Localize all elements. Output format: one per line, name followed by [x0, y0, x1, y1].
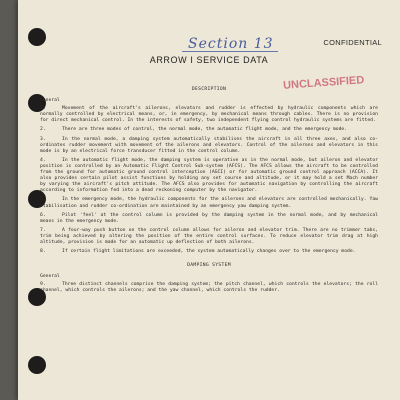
paragraph-text: Pilot 'feel' at the control column is provided by the damping system in the normal mode, and by mechanical means in the emergency mode. — [40, 212, 378, 224]
classification-label: CONFIDENTIAL — [323, 38, 382, 47]
numbered-paragraph — [40, 249, 378, 255]
numbered-paragraph — [40, 282, 378, 294]
paragraph-number: 7. — [40, 227, 46, 233]
stamp-text: UNCLASSIFIED — [282, 74, 365, 92]
paragraph-text: In the normal mode, a damping system automatically stabilises the aircraft in all three axes, and also co-ordinates rudder movement with movement of the ailerons and elevators. Control of the ailerons and elevators in this mode is by an electrical force transducer fitted in the control column. — [40, 136, 378, 154]
paragraph-text: If certain flight limitations are exceeded, the system automatically changes over to the emergency mode. — [62, 249, 356, 255]
section-subheading: General — [40, 274, 60, 280]
numbered-paragraph — [40, 197, 378, 209]
document-page — [18, 0, 400, 400]
section-heading: DAMPING SYSTEM — [187, 263, 231, 269]
paragraph-number: 3. — [40, 136, 46, 142]
numbered-paragraph — [40, 158, 378, 195]
paragraph-number: 1. — [40, 106, 46, 112]
paragraph-text: There are three modes of control, the normal mode, the automatic flight mode, and the emergency mode. — [62, 127, 348, 133]
numbered-paragraph — [40, 106, 378, 124]
document-body — [40, 87, 378, 298]
paragraph-number: 4. — [40, 157, 46, 163]
paragraph-number: 6. — [40, 212, 46, 218]
numbered-paragraph — [40, 228, 378, 246]
paragraph-text: In the emergency mode, the hydraulic components for the ailerons and elevators are controlled mechanically. Yaw stabilisation and rudder co-ordination are maintained by an emergency yaw damping system. — [40, 197, 378, 209]
numbered-paragraph — [40, 127, 378, 133]
numbered-paragraph — [40, 137, 378, 155]
paragraph-text: In the automatic flight mode, the damping system is operative as in the normal mode, but aileron and elevator position is controlled by an Automatic Flight Control Sub-system (AFCS). The AFCS allows the aircraft to be controlled from the ground for automatic ground control interception (AGCI) or for automatic ground control approach (ACCA). It also provides certain pilot assist functions by holding any set course and altitude, or it may hold a set Mach number by varying the aircraft's pitch attitude. The AFCS also provides for automatic navigation by controlling the aircraft according to information fed into a dead reckoning computer by the navigator. — [40, 157, 378, 194]
paragraph-number: 9. — [40, 282, 46, 288]
paragraph-text: Three distinct channels comprise the damping system; the pitch channel, which controls the elevators; the roll channel, which controls the ailerons; and the yaw channel, which controls the rudder. — [40, 282, 378, 294]
binder-hole — [28, 28, 46, 46]
document-title: ARROW I SERVICE DATA — [149, 55, 269, 65]
paragraph-text: Movement of the aircraft's ailerons, elevators and rudder is effected by hydraulic components which are normally controlled by electrical means, or, in emergency, by mechanical means through cables. There is no provision for direct mechanical control. In the interests of safety, two independent flying control hydraulic systems are fitted. — [40, 106, 378, 124]
section-subheading: General — [40, 98, 60, 104]
paragraph-number: 5. — [40, 197, 46, 203]
paragraph-number: 2. — [40, 127, 46, 133]
binder-hole — [28, 356, 46, 374]
paragraph-number: 8. — [40, 249, 46, 255]
section-heading: DESCRIPTION — [191, 87, 227, 92]
numbered-paragraph — [40, 213, 378, 225]
paragraph-text: A four-way push button on the control column allows for aileron and elevator trim. There are no trimmer tabs, trim being achieved by altering the position of the entire control surfaces. To reduce elevator trim drag at high altitude, provision is made for an automatic up deflection of both ailerons. — [40, 227, 378, 245]
handwritten-section-note: Section 13 — [188, 36, 274, 52]
